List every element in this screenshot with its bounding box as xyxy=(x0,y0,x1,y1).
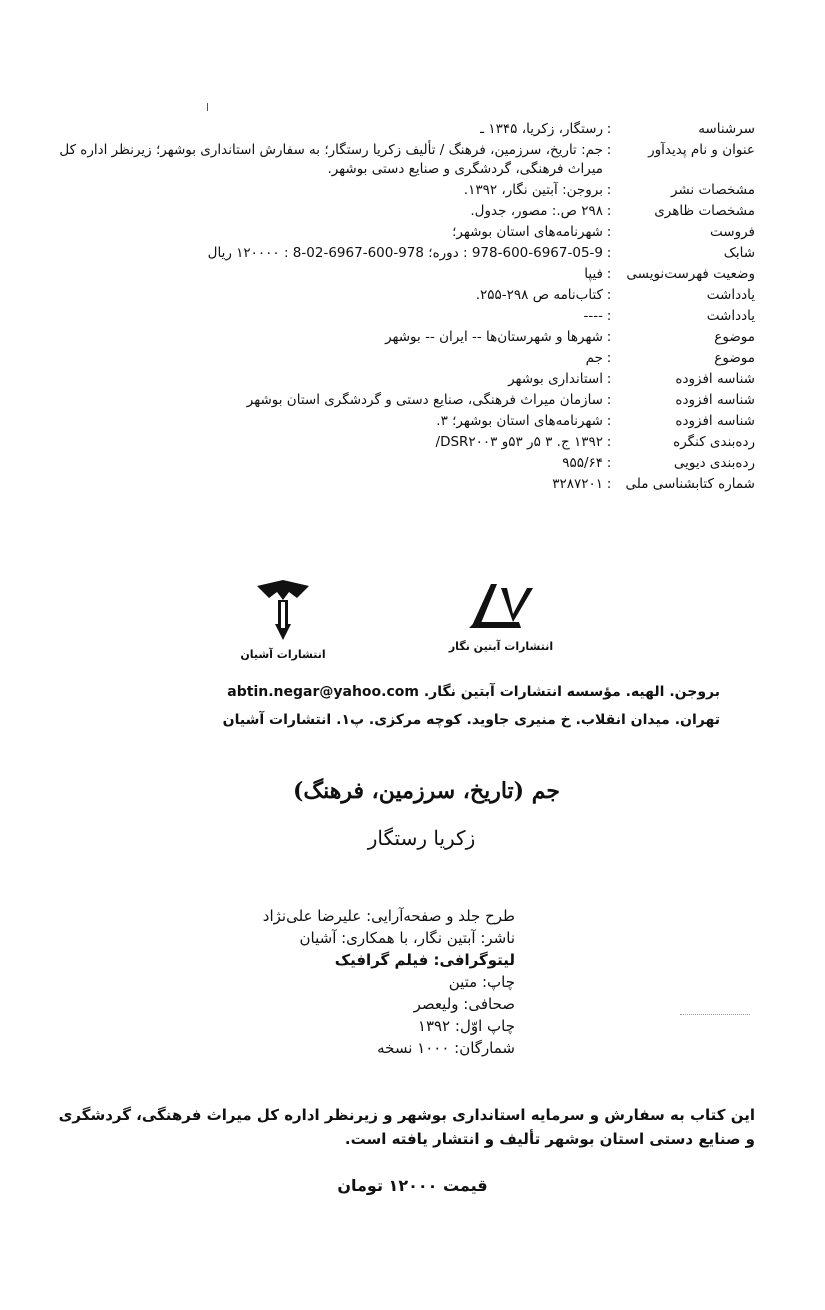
catalog-row xyxy=(55,370,755,389)
catalog-label: موضوع xyxy=(714,350,755,366)
credit-line: شمارگان: ۱۰۰۰ نسخه xyxy=(377,1039,515,1057)
catalog-value: ۱۳۹۲ ج. ۳ ۵ر ۵۳و DSR۲۰۰۳/ xyxy=(435,434,603,450)
catalog-label: رده‌بندی دیویی xyxy=(673,455,755,471)
catalog-label: موضوع xyxy=(714,329,755,345)
publisher-logos xyxy=(0,578,825,668)
publisher-addresses xyxy=(100,678,720,734)
catalog-value: بروجن: آبتین نگار، ۱۳۹۲. xyxy=(463,182,603,198)
catalog-separator: : xyxy=(606,350,612,366)
production-credits xyxy=(235,905,515,1059)
abtin-negar-caption: انتشارات آبتین نگار xyxy=(448,640,554,653)
catalog-label: یادداشت xyxy=(706,308,755,324)
catalog-separator: : xyxy=(606,329,612,345)
cataloging-data xyxy=(55,120,755,496)
catalog-label: سرشناسه xyxy=(698,121,755,137)
catalog-row xyxy=(55,202,755,221)
catalog-row xyxy=(55,141,755,179)
catalog-separator: : xyxy=(606,476,612,492)
credit-line: طرح جلد و صفحه‌آرایی: علیرضا علی‌نژاد xyxy=(262,907,515,925)
abtin-negar-emblem-icon xyxy=(461,578,541,634)
catalog-separator: : xyxy=(606,434,612,450)
catalog-label: مشخصات نشر xyxy=(670,182,755,198)
publisher-address-line: بروجن. الهیه. مؤسسه انتشارات آبتین نگار. abtin.negar@yahoo.com xyxy=(227,684,720,700)
catalog-value: شهرنامه‌های استان بوشهر؛ xyxy=(452,224,603,240)
catalog-row xyxy=(55,286,755,305)
catalog-label: شابک xyxy=(723,245,755,261)
catalog-row xyxy=(55,265,755,284)
ashian-logo xyxy=(228,578,338,661)
catalog-separator: : xyxy=(606,142,612,158)
credit-line: صحافی: ولیعصر xyxy=(413,995,515,1013)
catalog-separator: : xyxy=(606,287,612,303)
catalog-value: ۳۲۸۷۲۰۱ xyxy=(552,476,603,492)
book-author: زکریا رستگار xyxy=(367,826,476,850)
catalog-value: فیپا xyxy=(584,266,603,282)
catalog-label: شناسه افزوده xyxy=(675,413,755,429)
catalog-value: کتاب‌نامه ص ۲۹۸-۲۵۵. xyxy=(475,287,603,303)
catalog-row xyxy=(55,120,755,139)
abtin-negar-logo xyxy=(446,578,556,653)
catalog-row xyxy=(55,433,755,452)
catalog-separator: : xyxy=(606,182,612,198)
sponsorship-note: این کتاب به سفارش و سرمایه استانداری بوشهر و زیرنظر اداره کل میراث فرهنگی، گردشگری و صنایع دستی استان بوشهر تألیف و انتشار یافته است. xyxy=(58,1106,755,1148)
catalog-separator: : xyxy=(606,224,612,240)
catalog-separator: : xyxy=(606,371,612,387)
catalog-label: وضعیت فهرست‌نویسی xyxy=(626,266,755,282)
catalog-separator: : xyxy=(606,266,612,282)
catalog-label: شناسه افزوده xyxy=(675,392,755,408)
catalog-label: مشخصات ظاهری xyxy=(654,203,755,219)
catalog-label: رده‌بندی کنگره xyxy=(673,434,755,450)
catalog-label: یادداشت xyxy=(706,287,755,303)
catalog-label: شناسه افزوده xyxy=(675,371,755,387)
price: قیمت ۱۲۰۰۰ تومان xyxy=(337,1176,488,1195)
publisher-address-line: تهران. میدان انقلاب. خ منیری جاوید. کوچه مرکزی. پ۱. انتشارات آشیان xyxy=(222,712,720,728)
catalog-label: فروست xyxy=(710,224,755,240)
credit-line: لیتوگرافی: فیلم گرافیک xyxy=(334,951,515,969)
catalog-separator: : xyxy=(606,413,612,429)
catalog-row xyxy=(55,328,755,347)
catalog-value: سازمان میراث فرهنگی، صنایع دستی و گردشگری استان بوشهر xyxy=(246,392,603,408)
catalog-label: شماره کتابشناسی ملی xyxy=(625,476,755,492)
catalog-separator: : xyxy=(606,245,612,261)
book-title: جم (تاریخ، سرزمین، فرهنگ) xyxy=(293,778,560,804)
catalog-value: استانداری بوشهر xyxy=(508,371,603,387)
catalog-row xyxy=(55,349,755,368)
scan-speck xyxy=(207,103,208,111)
catalog-value: ۹۵۵/۶۴ xyxy=(562,455,603,471)
catalog-value: جم xyxy=(585,350,603,366)
catalog-row xyxy=(55,391,755,410)
catalog-separator: : xyxy=(606,308,612,324)
catalog-row xyxy=(55,307,755,326)
catalog-value: جم: تاریخ، سرزمین، فرهنگ / تألیف زکریا رستگار؛ به سفارش استانداری بوشهر؛ زیرنظر اداره کل میراث فرهنگی، گردشگری و صنایع دستی بوشهر. xyxy=(59,142,603,177)
catalog-label: عنوان و نام پدیدآور xyxy=(648,142,755,158)
catalog-value: شهرنامه‌های استان بوشهر؛ ۳. xyxy=(436,413,603,429)
book-title-block xyxy=(0,778,825,850)
catalog-row xyxy=(55,412,755,431)
catalog-value: ۲۹۸ ص.: مصور، جدول. xyxy=(470,203,603,219)
catalog-separator: : xyxy=(606,203,612,219)
credit-line: چاپ: متین xyxy=(448,973,515,991)
catalog-row xyxy=(55,223,755,242)
catalog-separator: : xyxy=(606,121,612,137)
credit-line: ناشر: آبتین نگار، با همکاری: آشیان xyxy=(299,929,515,947)
credit-line: چاپ اوّل: ۱۳۹۲ xyxy=(417,1017,515,1035)
catalog-separator: : xyxy=(606,455,612,471)
catalog-row xyxy=(55,475,755,494)
catalog-value: شهرها و شهرستان‌ها -- ایران -- بوشهر xyxy=(385,329,603,345)
catalog-value: 978-600-6967-05-9 : دوره؛ 978-600-6967-02-8 : ۱۲۰۰۰۰ ریال xyxy=(207,245,603,261)
catalog-value: ---- xyxy=(583,308,603,324)
ashian-emblem-icon xyxy=(251,578,315,642)
scan-mark xyxy=(680,1014,750,1016)
catalog-separator: : xyxy=(606,392,612,408)
catalog-row xyxy=(55,244,755,263)
catalog-row xyxy=(55,454,755,473)
ashian-caption: انتشارات آشیان xyxy=(240,648,326,661)
catalog-value: رستگار، زکریا، ۱۳۴۵ ـ xyxy=(480,121,603,137)
catalog-row xyxy=(55,181,755,200)
